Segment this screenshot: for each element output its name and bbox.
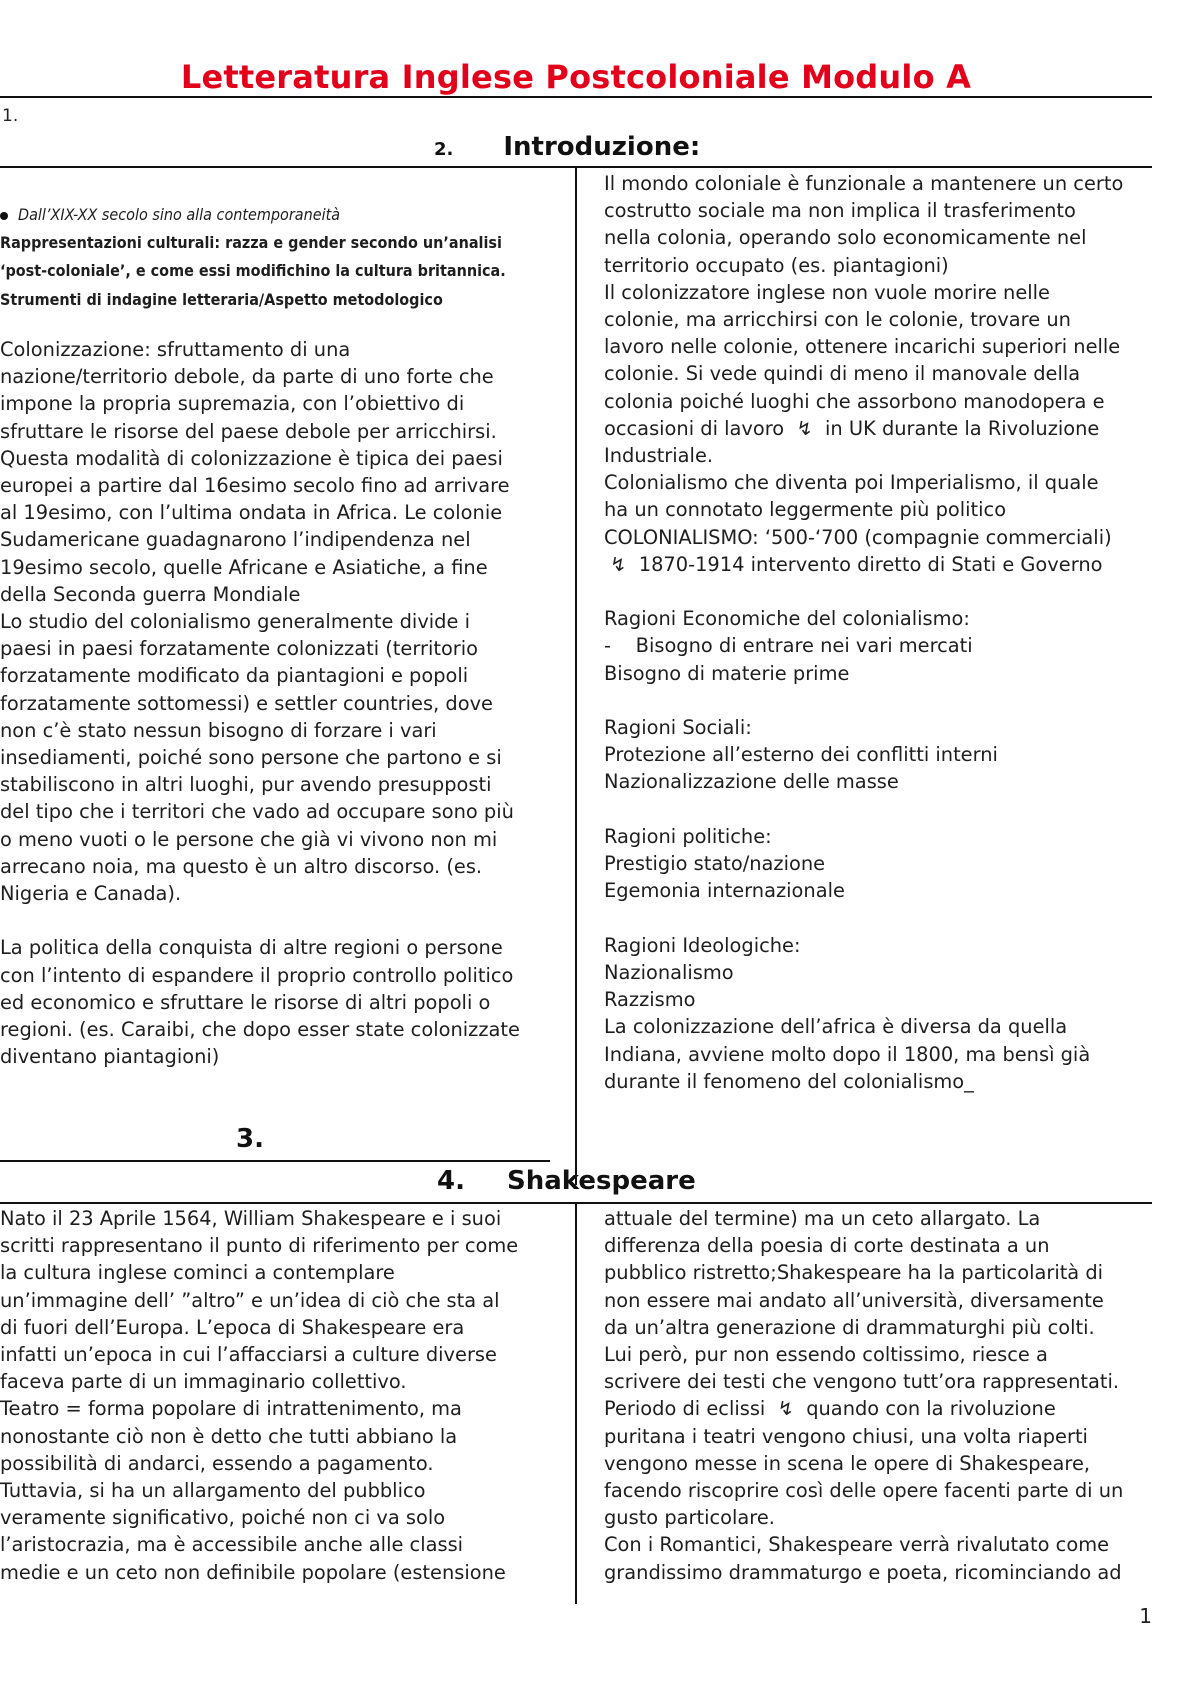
section-heading-3: 3. <box>236 1124 264 1154</box>
text-line: Tuttavia, si ha un allargamento del pubblico <box>0 1479 426 1503</box>
text-line: La colonizzazione dell’africa è diversa da quella <box>604 1015 1068 1039</box>
shakespeare-left-column <box>0 1205 556 1586</box>
text-line <box>604 578 1160 605</box>
text-line: Colonialismo che diventa poi Imperialismo, il quale <box>604 471 1099 495</box>
text-line <box>604 687 1160 714</box>
intro-left-column <box>0 336 556 1070</box>
text-line <box>604 796 1160 823</box>
text-line: impone la propria supremazia, con l’obiettivo di <box>0 392 465 416</box>
text-line: Nazionalismo <box>604 960 734 984</box>
text-line: da un’altra generazione di drammaturghi più colti. <box>604 1315 1095 1339</box>
topic-line: ‘post-coloniale’, e come essi modifichino la cultura britannica. <box>0 261 506 281</box>
shakespeare-right-column <box>604 1205 1160 1586</box>
section-number: 2. <box>434 139 454 160</box>
topic-line: Rappresentazioni culturali: razza e gender secondo un’analisi <box>0 233 502 253</box>
text-line: del tipo che i territori che vado ad occupare sono più <box>0 800 514 824</box>
text-line: l’aristocrazia, ma è accessibile anche alle classi <box>0 1533 464 1557</box>
text-line: differenza della poesia di corte destinata a un <box>604 1234 1050 1258</box>
text-line: la cultura inglese cominci a contemplare <box>0 1261 395 1285</box>
text-line: medie e un ceto non definibile popolare (estensione <box>0 1560 506 1584</box>
text-line: occasioni di lavoro ↯ in UK durante la Rivoluzione <box>604 416 1100 440</box>
text-line: Nazionalizzazione delle masse <box>604 770 899 794</box>
text-line: puritana i teatri vengono chiusi, una volta riaperti <box>604 1424 1088 1448</box>
text-line: colonie. Si vede quindi di meno il manovale della <box>604 362 1081 386</box>
text-line: 19esimo secolo, quelle Africane e Asiatiche, a fine <box>0 555 488 579</box>
title-rule <box>0 96 1152 98</box>
text-line: Questa modalità di colonizzazione è tipica dei paesi <box>0 446 503 470</box>
text-line: La politica della conquista di altre regioni o persone <box>0 936 503 960</box>
text-line: forzatamente modificato da piantagioni e popoli <box>0 664 469 688</box>
text-line: arrecano noia, ma questo è un altro discorso. (es. <box>0 854 483 878</box>
text-line: ha un connotato leggermente più politico <box>604 498 1007 522</box>
text-line: attuale del termine) ma un ceto allargato. La <box>604 1207 1041 1230</box>
intro-right-column <box>604 170 1160 1095</box>
page-number: 1 <box>1139 1604 1152 1628</box>
text-line: colonie, ma arricchirsi con le colonie, trovare un <box>604 308 1071 332</box>
text-line: sfruttare le risorse del paese debole per arricchirsi. <box>0 419 497 443</box>
text-line: nazione/territorio debole, da parte di uno forte che <box>0 365 494 389</box>
text-line <box>604 904 1160 931</box>
document-title: Letteratura Inglese Postcoloniale Modulo A <box>180 58 972 96</box>
text-line: Con i Romantici, Shakespeare verrà rivalutato come <box>604 1533 1110 1557</box>
text-line: un’immagine dell’ ”altro” e un’idea di ciò che sta al <box>0 1288 500 1312</box>
text-line: al 19esimo, con l’ultima ondata in Africa. Le colonie <box>0 501 503 525</box>
text-line: o meno vuoti o le persone che già vi vivono non mi <box>0 827 498 851</box>
section-heading-shakespeare <box>437 1166 696 1196</box>
column-divider-shakespeare <box>575 1204 577 1604</box>
text-line: Il colonizzatore inglese non vuole morire nelle <box>604 280 1050 304</box>
text-line: Ragioni Sociali: <box>604 716 752 740</box>
section-title: Shakespeare <box>506 1166 696 1196</box>
text-line: COLONIALISMO: ‘500-‘700 (compagnie commerciali) <box>604 525 1112 549</box>
text-line: scritti rappresentano il punto di riferimento per come <box>0 1234 519 1258</box>
text-line: Lui però, pur non essendo coltissimo, riesce a <box>604 1343 1048 1367</box>
text-line: regioni. (es. Caraibi, che dopo esser state colonizzate <box>0 1018 520 1042</box>
text-line: pubblico ristretto;Shakespeare ha la particolarità di <box>604 1261 1104 1285</box>
text-line: europei a partire dal 16esimo secolo fino ad arrivare <box>0 474 510 498</box>
text-line: grandissimo drammaturgo e poeta, ricominciando ad <box>604 1560 1122 1584</box>
text-line: Ragioni Economiche del colonialismo: <box>604 607 970 631</box>
text-line: Ragioni politiche: <box>604 824 772 848</box>
section-heading-introduzione <box>434 132 700 162</box>
text-line: Nigeria e Canada). <box>0 882 182 906</box>
text-line: Colonizzazione: sfruttamento di una <box>0 338 351 361</box>
text-line: Egemonia internazionale <box>604 879 845 903</box>
text-line: ed economico e sfruttare le risorse di altri popoli o <box>0 990 491 1014</box>
bullet-item: Dall’XIX-XX secolo sino alla contemporaneità <box>0 201 560 229</box>
text-line: forzatamente sottomessi) e settler countries, dove <box>0 691 493 715</box>
text-line: Industriale. <box>604 444 714 468</box>
text-line: nella colonia, operando solo economicamente nel <box>604 226 1087 250</box>
text-line: diventano piantagioni) <box>0 1045 220 1069</box>
section-number: 4. <box>437 1166 465 1196</box>
intro-topics <box>0 201 560 314</box>
text-line <box>0 907 556 934</box>
text-line: insediamenti, poiché sono persone che partono e si <box>0 746 502 770</box>
text-line: vengono messe in scena le opere di Shakespeare, <box>604 1451 1091 1475</box>
text-line: possibilità di andarci, essendo a pagamento. <box>0 1451 434 1475</box>
text-line: Nato il 23 Aprile 1564, William Shakespeare e i suoi <box>0 1207 502 1230</box>
text-line: Razzismo <box>604 988 696 1012</box>
text-line: colonia poiché luoghi che assorbono manodopera e <box>604 389 1105 413</box>
text-line: territorio occupato (es. piantagioni) <box>604 253 949 277</box>
text-line: Sudamericane guadagnarono l’indipendenza nel <box>0 528 471 552</box>
text-line: ↯ 1870-1914 intervento diretto di Stati e Governo <box>604 552 1103 576</box>
text-line: veramente significativo, poiché non ci va solo <box>0 1506 446 1530</box>
text-line: faceva parte di un immaginario collettivo. <box>0 1370 407 1394</box>
text-line: di fuori dell’Europa. L’epoca di Shakespeare era <box>0 1315 465 1339</box>
text-line: Lo studio del colonialismo generalmente divide i <box>0 610 470 634</box>
text-line: Il mondo coloniale è funzionale a mantenere un certo <box>604 172 1124 195</box>
text-line: Indiana, avviene molto dopo il 1800, ma bensì già <box>604 1042 1091 1066</box>
text-line: costrutto sociale ma non implica il trasferimento <box>604 199 1076 223</box>
text-line: non c’è stato nessun bisogno di forzare i vari <box>0 718 437 742</box>
text-line: gusto particolare. <box>604 1506 775 1530</box>
text-line: facendo riscoprire così delle opere facenti parte di un <box>604 1479 1124 1503</box>
topic-line: Strumenti di indagine letteraria/Aspetto metodologico <box>0 289 443 309</box>
text-line: Bisogno di materie prime <box>604 661 850 685</box>
text-line: con l’intento di espandere il proprio controllo politico <box>0 963 514 987</box>
text-line: durante il fenomeno del colonialismo_ <box>604 1069 974 1093</box>
text-line: stabiliscono in altri luoghi, pur avendo presupposti <box>0 773 492 797</box>
text-line: infatti un’epoca in cui l’affacciarsi a culture diverse <box>0 1343 497 1367</box>
column-divider-intro <box>575 168 577 1185</box>
text-line: Teatro = forma popolare di intrattenimento, ma <box>0 1397 462 1421</box>
text-line: Prestigio stato/nazione <box>604 852 826 876</box>
text-line: lavoro nelle colonie, ottenere incarichi superiori nelle <box>604 335 1121 359</box>
text-line: Periodo di eclissi ↯ quando con la rivoluzione <box>604 1397 1056 1421</box>
bullet-icon <box>0 212 8 220</box>
text-line: scrivere dei testi che vengono tutt’ora rappresentati. <box>604 1370 1120 1394</box>
text-line: della Seconda guerra Mondiale <box>0 582 301 606</box>
section-title: Introduzione: <box>503 132 701 162</box>
text-line: paesi in paesi forzatamente colonizzati (territorio <box>0 637 479 661</box>
text-line: non essere mai andato all’università, diversamente <box>604 1288 1104 1312</box>
text-line: Ragioni Ideologiche: <box>604 933 801 957</box>
text-line: - Bisogno di entrare nei vari mercati <box>604 634 973 658</box>
item-number-1: 1. <box>2 106 19 126</box>
section-3-rule <box>0 1160 550 1162</box>
text-line: Protezione all’esterno dei conflitti interni <box>604 743 998 767</box>
text-line: nonostante ciò non è detto che tutti abbiano la <box>0 1424 458 1448</box>
